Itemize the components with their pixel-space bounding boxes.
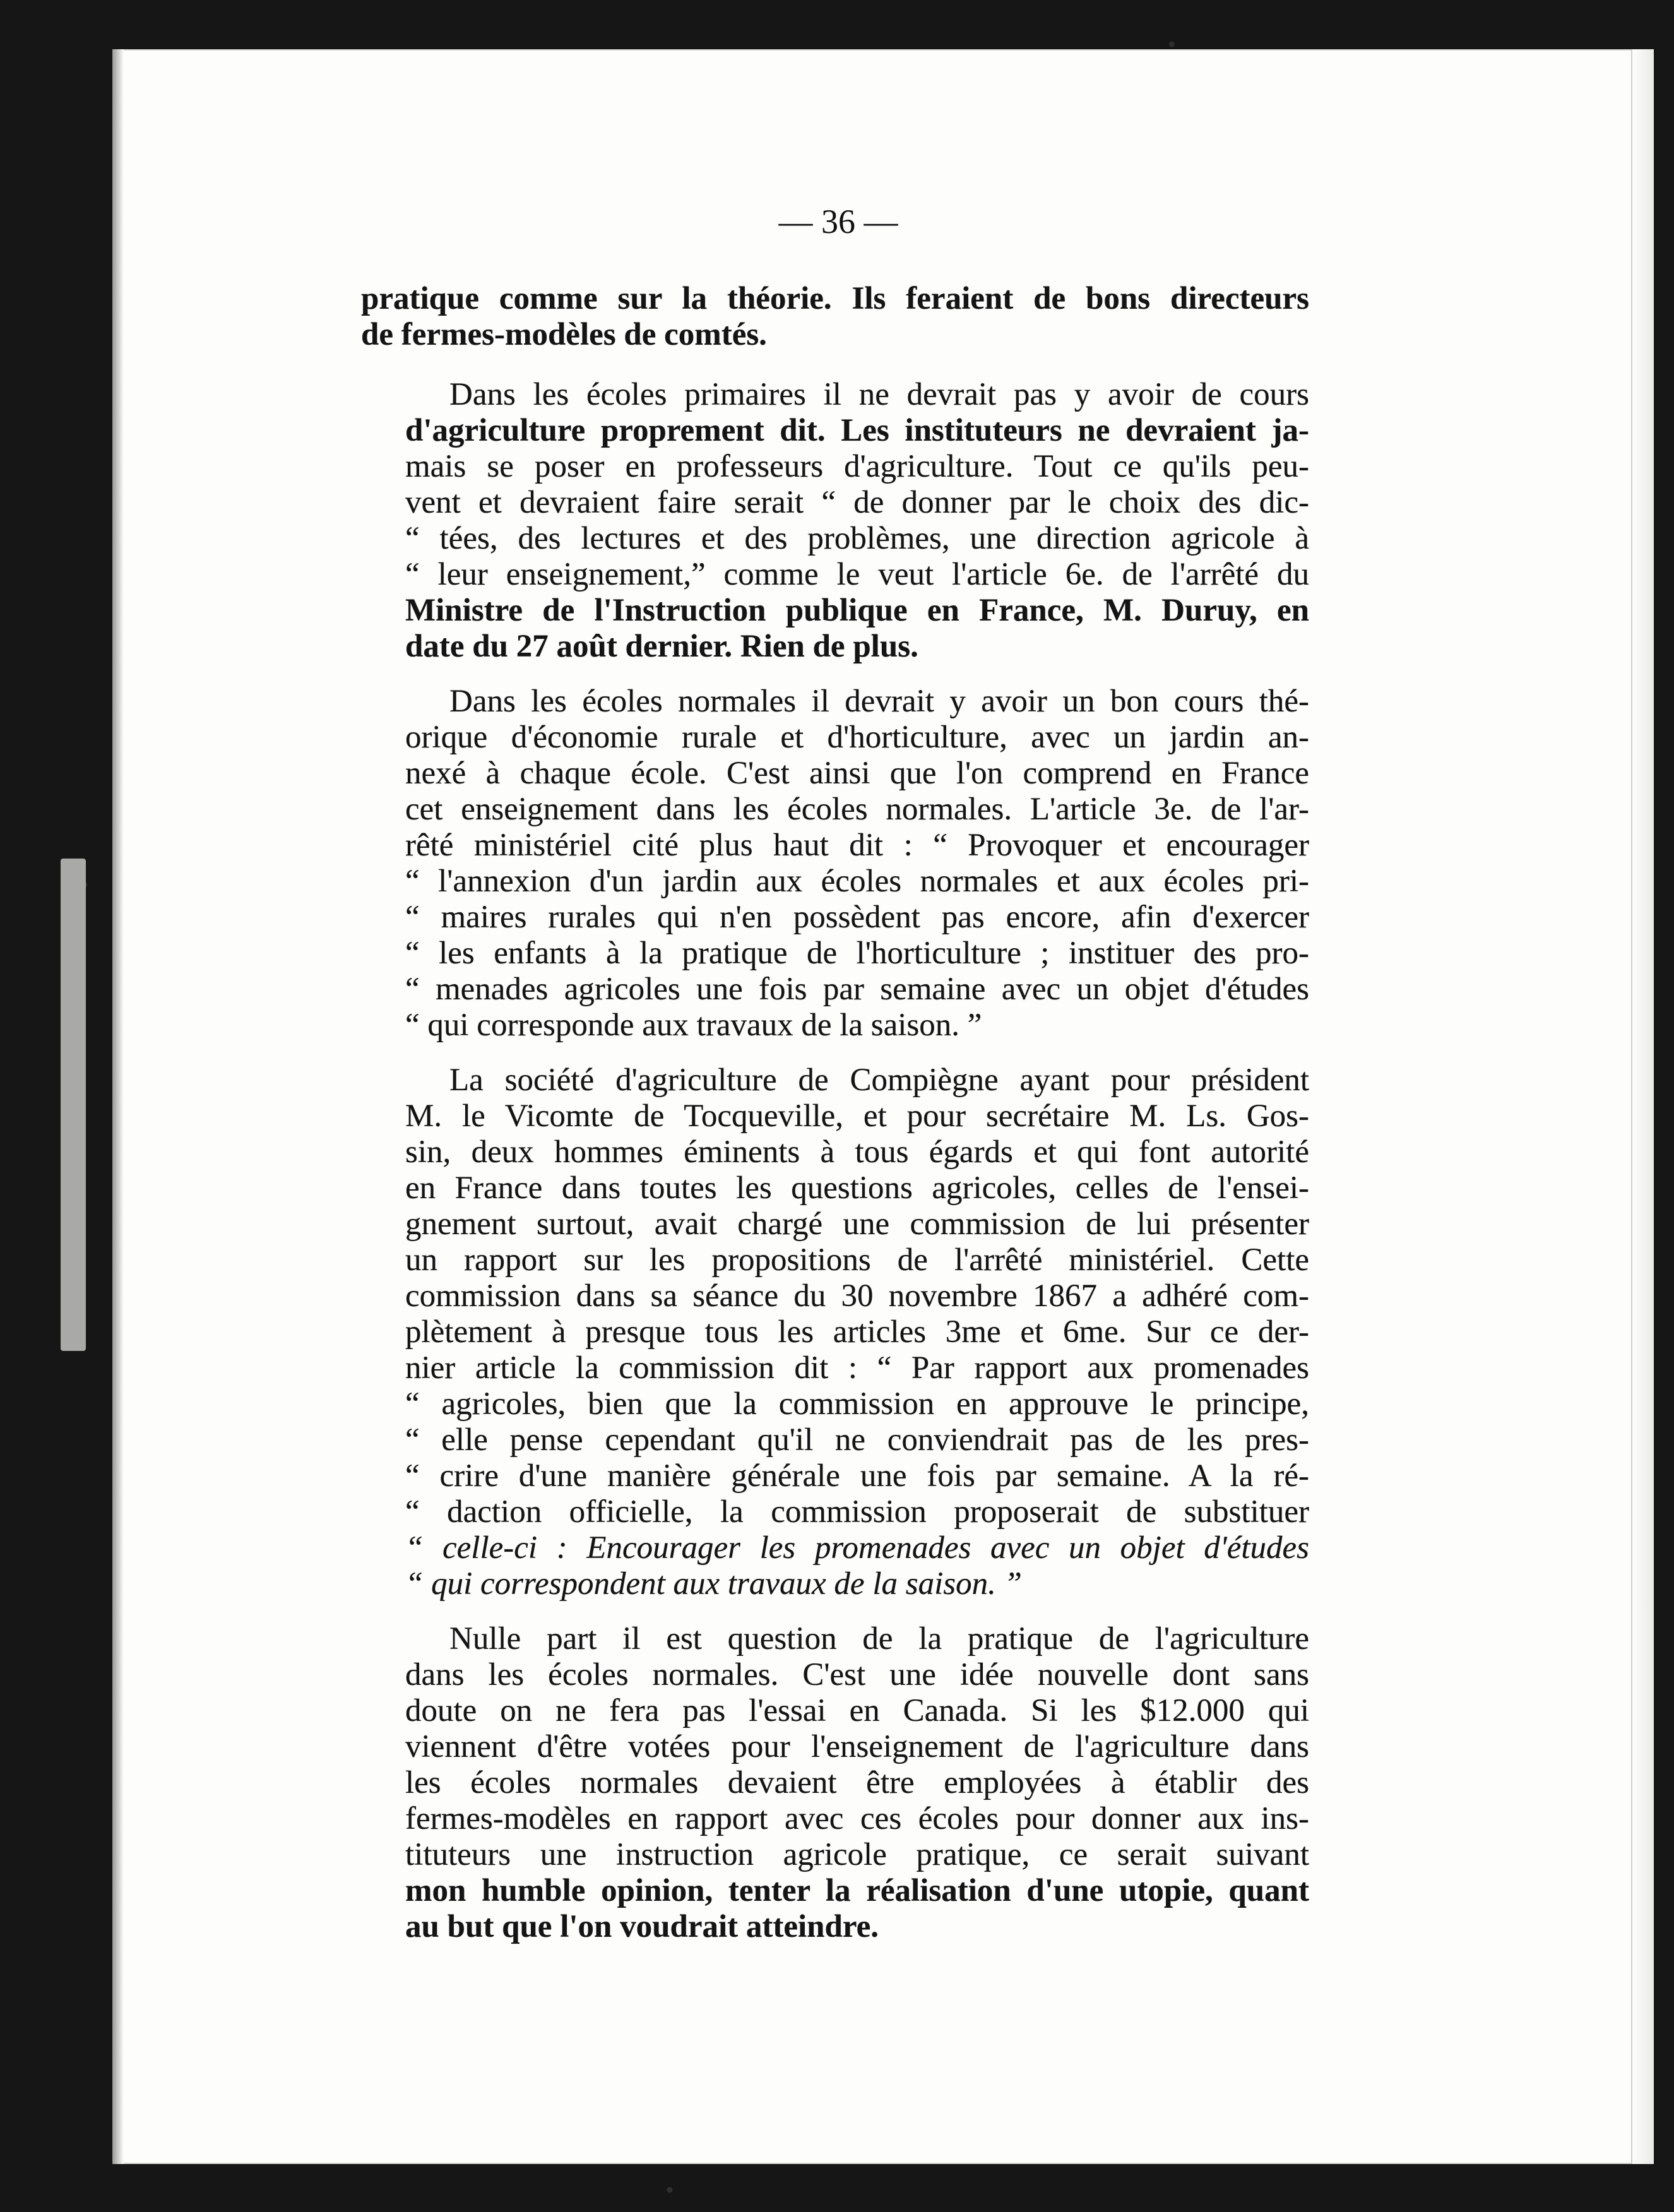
text-line: nexé à chaque école. C'est ainsi que l'on comprend en France: [405, 756, 1309, 791]
body-text: [361, 201, 1309, 1950]
text-line: “ celle-ci : Encourager les promenades avec un objet d'études: [405, 1530, 1309, 1566]
text-line: pratique comme sur la théorie. Ils feraient de bons directeurs: [361, 281, 1309, 316]
page-right-fold: [1631, 49, 1654, 2164]
paragraph-compiegne-society: [361, 1062, 1309, 1602]
text-line: doute on ne fera pas l'essai en Canada. Si les $12.000 qui: [405, 1693, 1309, 1728]
text-line: gnement surtout, avait chargé une commission de lui présenter: [405, 1206, 1309, 1242]
text-line: mais se poser en professeurs d'agriculture. Tout ce qu'ils peu-: [405, 449, 1309, 484]
text-line: Ministre de l'Instruction publique en France, M. Duruy, en: [405, 593, 1309, 628]
text-line: nier article la commission dit : “ Par rapport aux promenades: [405, 1350, 1309, 1386]
text-line: rêté ministériel cité plus haut dit : “ Provoquer et encourager: [405, 828, 1309, 863]
text-line: “ l'annexion d'un jardin aux écoles normales et aux écoles pri-: [405, 864, 1309, 899]
text-line: “ tées, des lectures et des problèmes, une direction agricole à: [405, 521, 1309, 556]
paragraph-primary-schools: [361, 377, 1309, 665]
text-line: “ menades agricoles une fois par semaine avec un objet d'études: [405, 972, 1309, 1007]
text-line: viennent d'être votées pour l'enseignement de l'agriculture dans: [405, 1729, 1309, 1764]
text-line: La société d'agriculture de Compiègne ayant pour président: [449, 1062, 1309, 1098]
text-line: Nulle part il est question de la pratique de l'agriculture: [449, 1621, 1309, 1656]
text-line: “ leur enseignement,” comme le veut l'article 6e. de l'arrêté du: [405, 557, 1309, 592]
text-line: “ agricoles, bien que la commission en approuve le principe,: [405, 1386, 1309, 1422]
text-line: cet enseignement dans les écoles normales. L'article 3e. de l'ar-: [405, 792, 1309, 827]
text-line: sin, deux hommes éminents à tous égards et qui font autorité: [405, 1134, 1309, 1170]
text-line: d'agriculture proprement dit. Les instituteurs ne devraient ja-: [405, 413, 1309, 448]
paragraph-normal-schools: [361, 684, 1309, 1044]
text-line: date du 27 août dernier. Rien de plus.: [405, 629, 918, 664]
text-line: les écoles normales devaient être employées à établir des: [405, 1765, 1309, 1800]
text-line: plètement à presque tous les articles 3me et 6me. Sur ce der-: [405, 1314, 1309, 1350]
text-line: “ elle pense cependant qu'il ne conviendrait pas de les pres-: [405, 1422, 1309, 1458]
text-line: “ qui correspondent aux travaux de la saison. ”: [405, 1566, 1022, 1602]
text-line: M. le Vicomte de Tocqueville, et pour secrétaire M. Ls. Gos-: [405, 1098, 1309, 1134]
text-line: “ crire d'une manière générale une fois par semaine. A la ré-: [405, 1458, 1309, 1494]
text-line: “ les enfants à la pratique de l'horticulture ; instituer des pro-: [405, 936, 1309, 971]
text-line: “ qui corresponde aux travaux de la saison. ”: [405, 1008, 982, 1043]
paragraph-practical-agriculture: [361, 1621, 1309, 1945]
text-line: fermes-modèles en rapport avec ces écoles pour donner aux ins-: [405, 1801, 1309, 1836]
text-line: de fermes-modèles de comtés.: [361, 317, 767, 352]
text-line: orique d'économie rurale et d'horticulture, avec un jardin an-: [405, 720, 1309, 755]
paragraph-continuation: [361, 281, 1309, 353]
text-line: commission dans sa séance du 30 novembre 1867 a adhéré com-: [405, 1278, 1309, 1314]
text-line: Dans les écoles normales il devrait y avoir un bon cours thé-: [449, 684, 1309, 719]
text-line: mon humble opinion, tenter la réalisation d'une utopie, quant: [405, 1873, 1309, 1908]
text-line: tituteurs une instruction agricole pratique, ce serait suivant: [405, 1837, 1309, 1872]
text-line: vent et devraient faire serait “ de donner par le choix des dic-: [405, 485, 1309, 520]
text-line: dans les écoles normales. C'est une idée nouvelle dont sans: [405, 1657, 1309, 1692]
binding-tab: [61, 859, 86, 1351]
text-line: “ maires rurales qui n'en possèdent pas encore, afin d'exercer: [405, 900, 1309, 935]
text-line: Dans les écoles primaires il ne devrait pas y avoir de cours: [449, 377, 1309, 412]
text-line: en France dans toutes les questions agricoles, celles de l'ensei-: [405, 1170, 1309, 1206]
page-left-edge: [112, 49, 124, 2164]
text-line: “ daction officielle, la commission proposerait de substituer: [405, 1494, 1309, 1530]
page-number: — 36 —: [778, 203, 898, 241]
text-line: au but que l'on voudrait atteindre.: [405, 1909, 879, 1944]
text-line: un rapport sur les propositions de l'arrêté ministériel. Cette: [405, 1242, 1309, 1278]
